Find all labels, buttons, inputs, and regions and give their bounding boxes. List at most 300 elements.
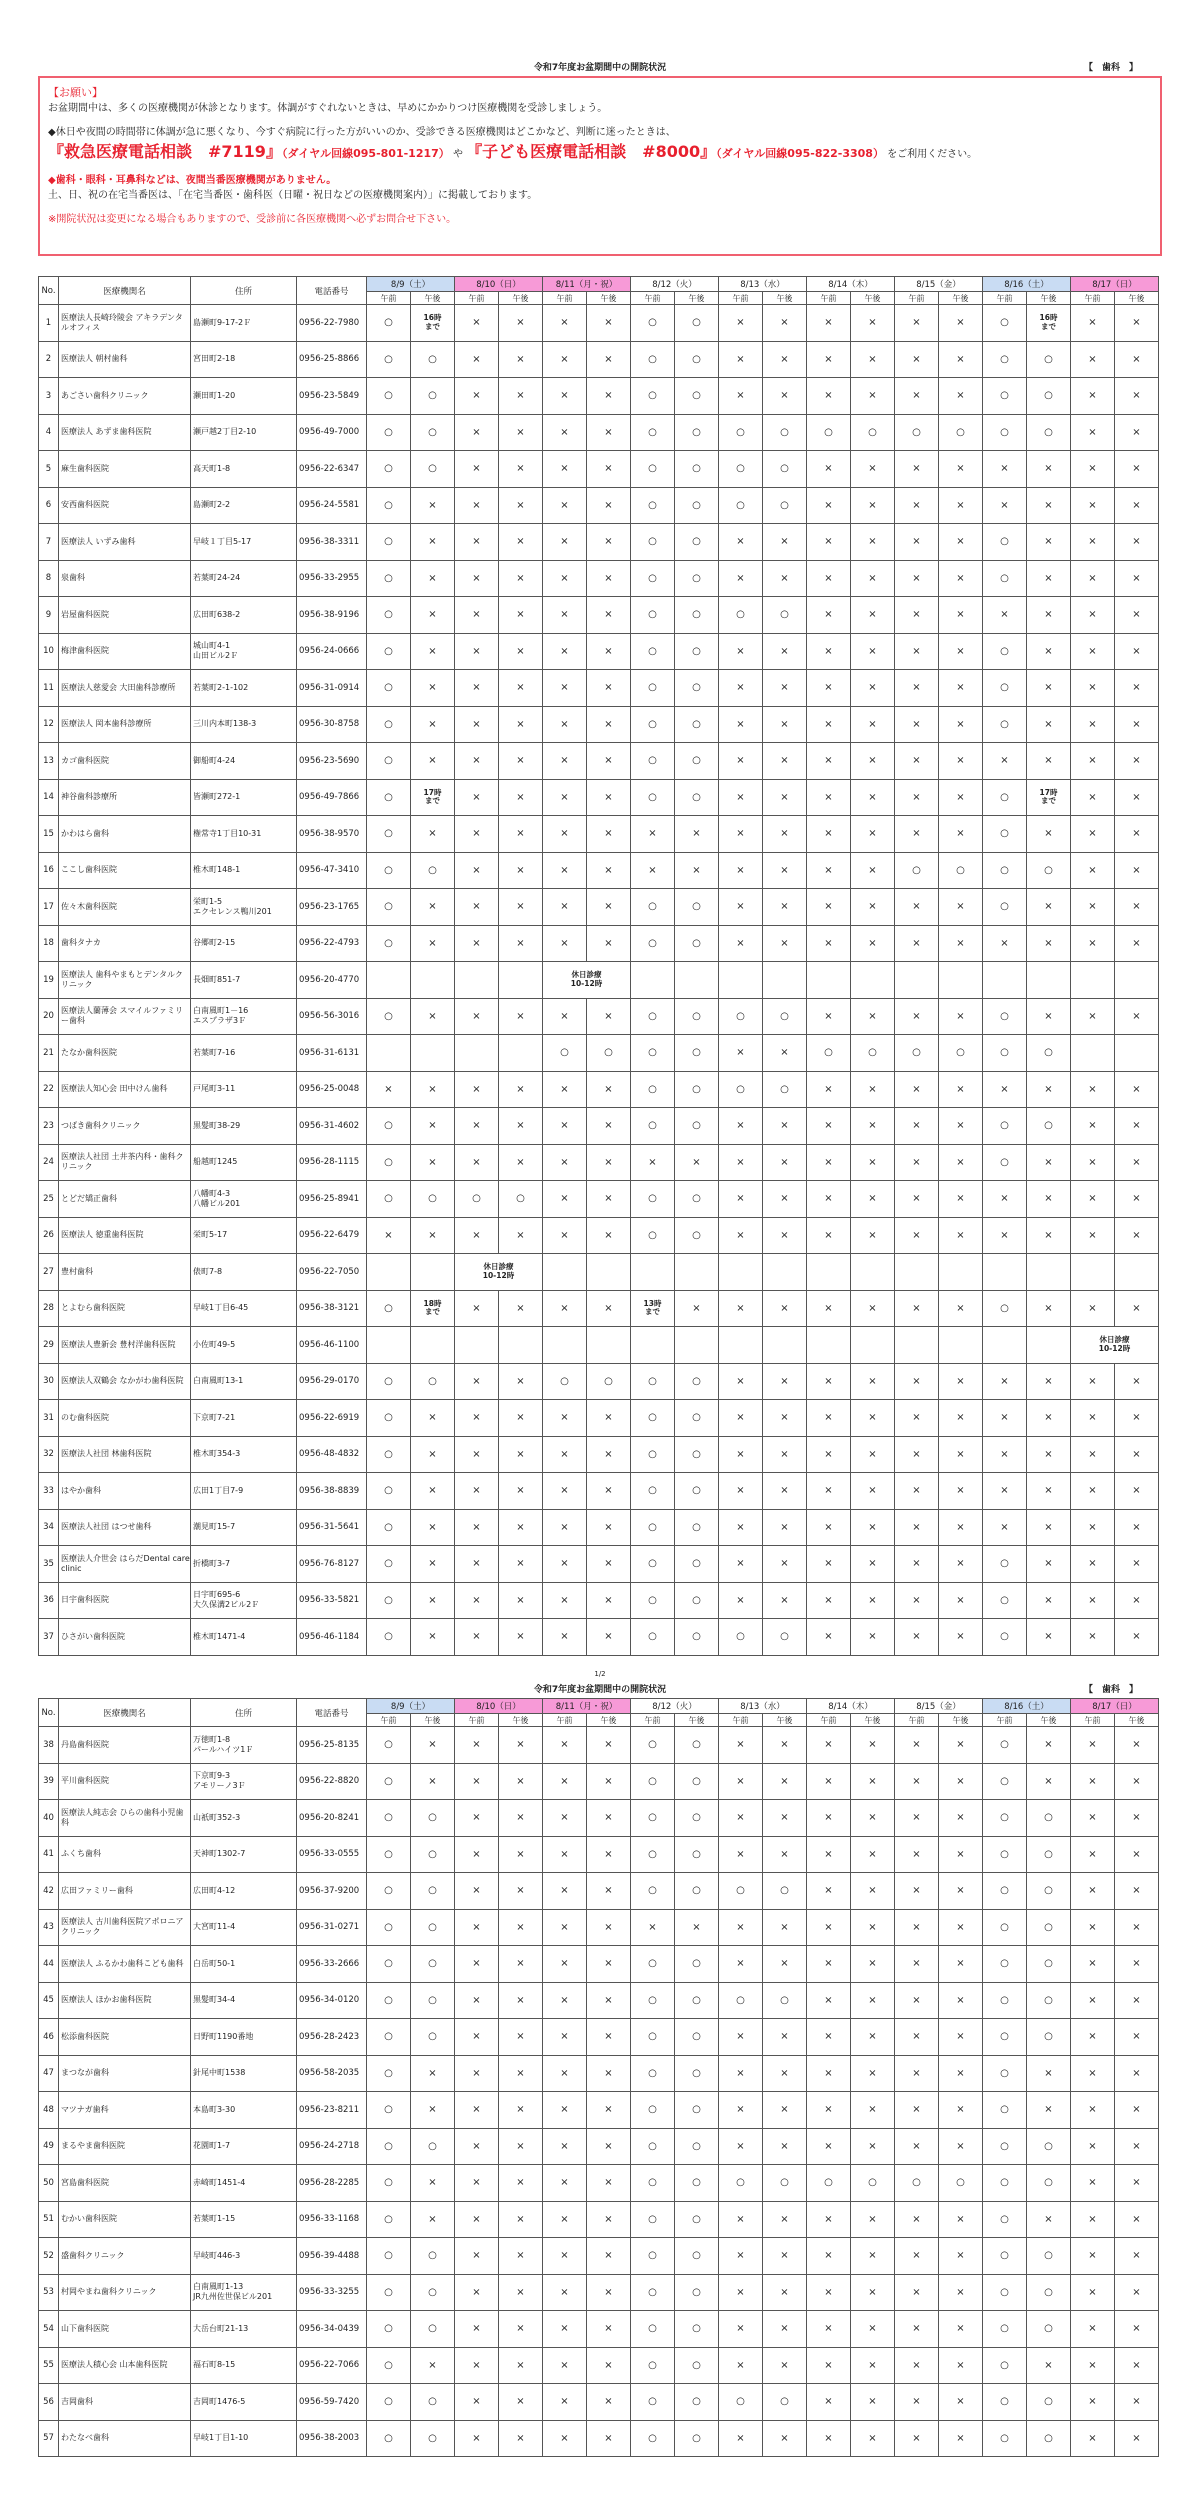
open-mark: ○	[719, 597, 763, 634]
closed-mark: ×	[411, 998, 455, 1035]
col-header-name: 医療機関名	[59, 277, 191, 305]
notice-heading: 【お願い】	[48, 86, 103, 99]
closed-mark: ×	[939, 560, 983, 597]
closed-mark: ×	[763, 816, 807, 853]
table-row	[39, 1071, 1159, 1108]
open-mark: ○	[1027, 1836, 1071, 1873]
closed-mark: ×	[851, 378, 895, 415]
closed-mark: ×	[455, 706, 499, 743]
closed-mark: ×	[455, 597, 499, 634]
closed-mark: ×	[939, 2238, 983, 2275]
row-number: 42	[39, 1873, 59, 1910]
clinic-name: 医療法人双鶴会 なかがわ歯科医院	[59, 1363, 191, 1400]
open-mark: ○	[675, 487, 719, 524]
open-mark: ○	[631, 560, 675, 597]
closed-mark: ×	[543, 743, 587, 780]
am-header: 午前	[983, 292, 1027, 305]
table-row	[39, 743, 1159, 780]
closed-mark: ×	[939, 1800, 983, 1837]
row-number: 26	[39, 1217, 59, 1254]
clinic-phone: 0956-25-8866	[297, 341, 367, 378]
closed-mark: ×	[587, 1946, 631, 1983]
open-mark: ○	[983, 2201, 1027, 2238]
closed-mark: ×	[1027, 925, 1071, 962]
closed-mark: ×	[499, 1108, 543, 1145]
closed-mark: ×	[1115, 633, 1159, 670]
clinic-name: 麻生歯科医院	[59, 451, 191, 488]
clinic-name: 医療法人介世会 はらだDental care clinic	[59, 1546, 191, 1583]
closed-mark: ×	[851, 1071, 895, 1108]
closed-mark: ×	[939, 1108, 983, 1145]
col-header-addr: 住所	[191, 277, 297, 305]
open-mark: ○	[895, 414, 939, 451]
date-header: 8/14（木）	[807, 277, 895, 292]
table-row	[39, 1436, 1159, 1473]
closed-mark: ×	[807, 305, 851, 342]
closed-mark: ×	[411, 487, 455, 524]
row-number: 45	[39, 1982, 59, 2019]
closed-mark: ×	[1071, 2347, 1115, 2384]
empty-slot	[587, 1254, 631, 1291]
closed-mark: ×	[1027, 1582, 1071, 1619]
clinic-address: 三川内本町138-3	[191, 706, 297, 743]
closed-mark: ×	[1027, 2201, 1071, 2238]
open-mark: ○	[763, 1619, 807, 1656]
closed-mark: ×	[719, 2420, 763, 2457]
closed-mark: ×	[1027, 1763, 1071, 1800]
closed-mark: ×	[543, 1582, 587, 1619]
open-mark: ○	[675, 305, 719, 342]
clinic-address: 栄町1-5 エクセレンス鴨川201	[191, 889, 297, 926]
closed-mark: ×	[719, 816, 763, 853]
closed-mark: ×	[719, 1436, 763, 1473]
open-mark: ○	[367, 597, 411, 634]
closed-mark: ×	[1027, 1619, 1071, 1656]
open-mark: ○	[675, 743, 719, 780]
open-mark: ○	[1027, 2019, 1071, 2056]
clinic-phone: 0956-39-4488	[297, 2238, 367, 2275]
empty-slot	[719, 962, 763, 999]
clinic-address: 若葉町2-1-102	[191, 670, 297, 707]
hours-note: 18時 まで	[411, 1290, 455, 1327]
open-mark: ○	[719, 2384, 763, 2421]
closed-mark: ×	[455, 305, 499, 342]
table-row	[39, 1546, 1159, 1583]
open-mark: ○	[675, 451, 719, 488]
clinic-phone: 0956-28-1115	[297, 1144, 367, 1181]
closed-mark: ×	[763, 1800, 807, 1837]
table-row	[39, 1946, 1159, 1983]
open-mark: ○	[983, 414, 1027, 451]
empty-slot	[1027, 1254, 1071, 1291]
closed-mark: ×	[499, 2347, 543, 2384]
open-mark: ○	[631, 1035, 675, 1072]
closed-mark: ×	[763, 633, 807, 670]
closed-mark: ×	[411, 2092, 455, 2129]
open-mark: ○	[675, 2128, 719, 2165]
closed-mark: ×	[807, 2128, 851, 2165]
table-row	[39, 2274, 1159, 2311]
open-mark: ○	[367, 1400, 411, 1437]
closed-mark: ×	[1115, 2347, 1159, 2384]
closed-mark: ×	[895, 1290, 939, 1327]
closed-mark: ×	[587, 2055, 631, 2092]
open-mark: ○	[367, 2311, 411, 2348]
clinic-phone: 0956-28-2285	[297, 2165, 367, 2202]
open-mark: ○	[675, 1763, 719, 1800]
clinic-address: 潮見町15-7	[191, 1509, 297, 1546]
closed-mark: ×	[719, 378, 763, 415]
open-mark: ○	[675, 1800, 719, 1837]
closed-mark: ×	[587, 852, 631, 889]
clinic-name: 医療法人 朝村歯科	[59, 341, 191, 378]
clinic-address: 下京町9-3 アモリーノ3Ｆ	[191, 1763, 297, 1800]
open-mark: ○	[1027, 1108, 1071, 1145]
closed-mark: ×	[807, 1363, 851, 1400]
closed-mark: ×	[895, 2019, 939, 2056]
closed-mark: ×	[895, 487, 939, 524]
open-mark: ○	[631, 2238, 675, 2275]
closed-mark: ×	[1115, 2384, 1159, 2421]
open-mark: ○	[719, 2165, 763, 2202]
closed-mark: ×	[807, 816, 851, 853]
table-row	[39, 597, 1159, 634]
closed-mark: ×	[1027, 451, 1071, 488]
closed-mark: ×	[499, 1400, 543, 1437]
closed-mark: ×	[499, 1982, 543, 2019]
closed-mark: ×	[587, 779, 631, 816]
open-mark: ○	[367, 2165, 411, 2202]
open-mark: ○	[587, 1363, 631, 1400]
holiday-clinic-note: 休日診療 10-12時	[455, 1254, 543, 1291]
closed-mark: ×	[455, 633, 499, 670]
clinic-phone: 0956-30-8758	[297, 706, 367, 743]
closed-mark: ×	[807, 1108, 851, 1145]
closed-mark: ×	[543, 1836, 587, 1873]
open-mark: ○	[983, 1619, 1027, 1656]
empty-slot	[631, 962, 675, 999]
closed-mark: ×	[763, 1363, 807, 1400]
closed-mark: ×	[587, 1509, 631, 1546]
closed-mark: ×	[543, 1509, 587, 1546]
clinic-phone: 0956-33-5821	[297, 1582, 367, 1619]
closed-mark: ×	[543, 2055, 587, 2092]
closed-mark: ×	[851, 706, 895, 743]
closed-mark: ×	[455, 2311, 499, 2348]
clinic-address: 早岐１丁目5-17	[191, 524, 297, 561]
closed-mark: ×	[763, 341, 807, 378]
clinic-name: つばき歯科クリニック	[59, 1108, 191, 1145]
open-mark: ○	[983, 341, 1027, 378]
closed-mark: ×	[587, 597, 631, 634]
open-mark: ○	[675, 706, 719, 743]
clinic-address: 椎木町1471-4	[191, 1619, 297, 1656]
clinic-name: 医療法人 ほかお歯科医院	[59, 1982, 191, 2019]
closed-mark: ×	[851, 2311, 895, 2348]
open-mark: ○	[807, 414, 851, 451]
closed-mark: ×	[895, 1619, 939, 1656]
closed-mark: ×	[1071, 2092, 1115, 2129]
open-mark: ○	[983, 305, 1027, 342]
open-mark: ○	[983, 1946, 1027, 1983]
closed-mark: ×	[543, 2128, 587, 2165]
closed-mark: ×	[499, 1071, 543, 1108]
closed-mark: ×	[499, 1909, 543, 1946]
closed-mark: ×	[455, 1217, 499, 1254]
clinic-address: 俵町7-8	[191, 1254, 297, 1291]
open-mark: ○	[675, 2311, 719, 2348]
open-mark: ○	[631, 1181, 675, 1218]
closed-mark: ×	[939, 2384, 983, 2421]
closed-mark: ×	[939, 1473, 983, 1510]
closed-mark: ×	[1071, 2311, 1115, 2348]
col-header-name: 医療機関名	[59, 1699, 191, 1727]
open-mark: ○	[411, 2420, 455, 2457]
table-row	[39, 2420, 1159, 2457]
clinic-phone: 0956-23-5690	[297, 743, 367, 780]
clinic-address: 瀬戸越2丁目2-10	[191, 414, 297, 451]
open-mark: ○	[983, 998, 1027, 1035]
open-mark: ○	[367, 779, 411, 816]
closed-mark: ×	[895, 1836, 939, 1873]
closed-mark: ×	[719, 743, 763, 780]
closed-mark: ×	[543, 1873, 587, 1910]
clinic-phone: 0956-33-3255	[297, 2274, 367, 2311]
date-header: 8/17（日）	[1071, 277, 1159, 292]
open-mark: ○	[411, 378, 455, 415]
closed-mark: ×	[763, 1400, 807, 1437]
closed-mark: ×	[455, 378, 499, 415]
closed-mark: ×	[587, 1836, 631, 1873]
clinic-phone: 0956-33-1168	[297, 2201, 367, 2238]
closed-mark: ×	[675, 852, 719, 889]
open-mark: ○	[895, 1035, 939, 1072]
closed-mark: ×	[1115, 1363, 1159, 1400]
open-mark: ○	[367, 2128, 411, 2165]
clinic-phone: 0956-31-5641	[297, 1509, 367, 1546]
closed-mark: ×	[763, 1509, 807, 1546]
clinic-address: 若葉町7-16	[191, 1035, 297, 1072]
open-mark: ○	[983, 2274, 1027, 2311]
clinic-phone: 0956-46-1100	[297, 1327, 367, 1364]
open-mark: ○	[367, 1509, 411, 1546]
clinic-phone: 0956-20-8241	[297, 1800, 367, 1837]
open-mark: ○	[983, 1800, 1027, 1837]
am-header: 午前	[807, 292, 851, 305]
row-number: 21	[39, 1035, 59, 1072]
clinic-address: 日宇町695-6 大久保溝2ビル2Ｆ	[191, 1582, 297, 1619]
closed-mark: ×	[719, 1509, 763, 1546]
closed-mark: ×	[1027, 998, 1071, 1035]
open-mark: ○	[367, 1727, 411, 1764]
closed-mark: ×	[411, 633, 455, 670]
closed-mark: ×	[1115, 925, 1159, 962]
open-mark: ○	[675, 2092, 719, 2129]
closed-mark: ×	[895, 305, 939, 342]
closed-mark: ×	[1115, 451, 1159, 488]
clinic-name: 医療法人知心会 田中けん歯科	[59, 1071, 191, 1108]
empty-slot	[367, 1327, 411, 1364]
open-mark: ○	[367, 1982, 411, 2019]
clinic-name: 医療法人純志会 ひらの歯科小児歯科	[59, 1800, 191, 1837]
closed-mark: ×	[1027, 1727, 1071, 1764]
date-header: 8/17（日）	[1071, 1699, 1159, 1714]
closed-mark: ×	[1071, 1836, 1115, 1873]
clinic-phone: 0956-49-7866	[297, 779, 367, 816]
closed-mark: ×	[719, 852, 763, 889]
closed-mark: ×	[807, 1071, 851, 1108]
closed-mark: ×	[895, 1873, 939, 1910]
closed-mark: ×	[631, 1144, 675, 1181]
closed-mark: ×	[939, 2311, 983, 2348]
closed-mark: ×	[763, 1181, 807, 1218]
closed-mark: ×	[895, 2420, 939, 2457]
notice-box	[38, 76, 1162, 256]
closed-mark: ×	[807, 1546, 851, 1583]
closed-mark: ×	[455, 779, 499, 816]
date-header: 8/11（月・祝）	[543, 277, 631, 292]
closed-mark: ×	[411, 706, 455, 743]
closed-mark: ×	[587, 451, 631, 488]
clinic-phone: 0956-38-3311	[297, 524, 367, 561]
closed-mark: ×	[1115, 487, 1159, 524]
closed-mark: ×	[499, 305, 543, 342]
closed-mark: ×	[499, 2274, 543, 2311]
closed-mark: ×	[675, 1144, 719, 1181]
clinic-address: 島瀬町2-2	[191, 487, 297, 524]
open-mark: ○	[983, 1546, 1027, 1583]
empty-slot	[895, 962, 939, 999]
closed-mark: ×	[499, 706, 543, 743]
closed-mark: ×	[851, 743, 895, 780]
clinic-address: 針尾中町1538	[191, 2055, 297, 2092]
empty-slot	[719, 1254, 763, 1291]
closed-mark: ×	[455, 852, 499, 889]
clinic-name: 歯科タナカ	[59, 925, 191, 962]
closed-mark: ×	[851, 1290, 895, 1327]
closed-mark: ×	[807, 1800, 851, 1837]
table-row	[39, 2019, 1159, 2056]
open-mark: ○	[939, 1035, 983, 1072]
row-number: 36	[39, 1582, 59, 1619]
closed-mark: ×	[543, 341, 587, 378]
empty-slot	[851, 1254, 895, 1291]
closed-mark: ×	[543, 1727, 587, 1764]
closed-mark: ×	[543, 2019, 587, 2056]
empty-slot	[763, 1254, 807, 1291]
closed-mark: ×	[763, 2055, 807, 2092]
closed-mark: ×	[719, 1400, 763, 1437]
open-mark: ○	[763, 487, 807, 524]
open-mark: ○	[367, 560, 411, 597]
closed-mark: ×	[587, 524, 631, 561]
am-header: 午前	[631, 1714, 675, 1727]
closed-mark: ×	[851, 1363, 895, 1400]
table-row	[39, 998, 1159, 1035]
clinic-name: 丹島歯科医院	[59, 1727, 191, 1764]
closed-mark: ×	[499, 633, 543, 670]
closed-mark: ×	[763, 1035, 807, 1072]
closed-mark: ×	[1115, 670, 1159, 707]
closed-mark: ×	[763, 2420, 807, 2457]
table-row	[39, 816, 1159, 853]
closed-mark: ×	[543, 889, 587, 926]
open-mark: ○	[895, 852, 939, 889]
open-mark: ○	[367, 414, 411, 451]
closed-mark: ×	[1115, 1727, 1159, 1764]
closed-mark: ×	[1027, 524, 1071, 561]
clinic-address: 早岐町446-3	[191, 2238, 297, 2275]
closed-mark: ×	[1071, 925, 1115, 962]
closed-mark: ×	[763, 1436, 807, 1473]
row-number: 27	[39, 1254, 59, 1291]
empty-slot	[367, 1035, 411, 1072]
closed-mark: ×	[1071, 305, 1115, 342]
clinic-phone: 0956-23-5849	[297, 378, 367, 415]
clinic-address: 御船町4-24	[191, 743, 297, 780]
open-mark: ○	[983, 852, 1027, 889]
closed-mark: ×	[763, 743, 807, 780]
open-mark: ○	[719, 487, 763, 524]
closed-mark: ×	[851, 524, 895, 561]
open-mark: ○	[983, 1290, 1027, 1327]
clinic-address: 椎木町148-1	[191, 852, 297, 889]
closed-mark: ×	[499, 2311, 543, 2348]
closed-mark: ×	[851, 305, 895, 342]
closed-mark: ×	[1071, 779, 1115, 816]
clinic-address: 大宮町11-4	[191, 1909, 297, 1946]
open-mark: ○	[675, 414, 719, 451]
clinic-phone: 0956-38-3121	[297, 1290, 367, 1327]
closed-mark: ×	[895, 2055, 939, 2092]
closed-mark: ×	[763, 1108, 807, 1145]
closed-mark: ×	[587, 1108, 631, 1145]
open-mark: ○	[763, 1873, 807, 1910]
closed-mark: ×	[1115, 2311, 1159, 2348]
empty-slot	[1115, 1035, 1159, 1072]
open-mark: ○	[631, 451, 675, 488]
title-bar-page2	[0, 1678, 1200, 1698]
closed-mark: ×	[983, 1509, 1027, 1546]
closed-mark: ×	[543, 1436, 587, 1473]
empty-slot	[1071, 962, 1115, 999]
open-mark: ○	[675, 1509, 719, 1546]
closed-mark: ×	[1027, 487, 1071, 524]
row-number: 49	[39, 2128, 59, 2165]
closed-mark: ×	[543, 2238, 587, 2275]
open-mark: ○	[983, 2311, 1027, 2348]
closed-mark: ×	[455, 1619, 499, 1656]
closed-mark: ×	[587, 2019, 631, 2056]
closed-mark: ×	[895, 998, 939, 1035]
open-mark: ○	[631, 2019, 675, 2056]
table-row	[39, 451, 1159, 488]
closed-mark: ×	[455, 2347, 499, 2384]
row-number: 13	[39, 743, 59, 780]
closed-mark: ×	[807, 1763, 851, 1800]
closed-mark: ×	[455, 414, 499, 451]
am-header: 午前	[719, 1714, 763, 1727]
open-mark: ○	[367, 1181, 411, 1218]
closed-mark: ×	[807, 2311, 851, 2348]
closed-mark: ×	[939, 925, 983, 962]
clinic-address: 戸尾町3-11	[191, 1071, 297, 1108]
closed-mark: ×	[939, 378, 983, 415]
closed-mark: ×	[1115, 852, 1159, 889]
clinic-name: カゴ歯科医院	[59, 743, 191, 780]
closed-mark: ×	[543, 925, 587, 962]
closed-mark: ×	[939, 1363, 983, 1400]
